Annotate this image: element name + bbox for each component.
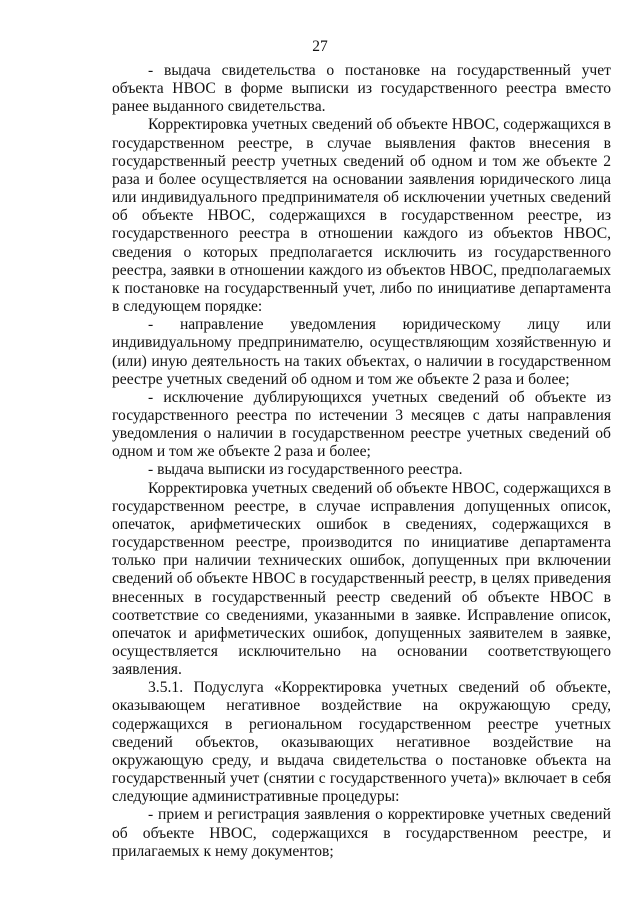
paragraph-1: - выдача свидетельства о постановке на государственный учет объекта НВОС в форме выписки из государственного реестра вместо ранее выданного свидетельства. xyxy=(112,62,611,116)
paragraph-5: - выдача выписки из государственного реестра. xyxy=(148,461,463,479)
paragraph-7: 3.5.1. Подуслуга «Корректировка учетных сведений об объекте, оказывающем негативное воздействие на окружающую среду, содержащихся в региональном государственном реестре учетных сведений объектов, оказывающих негативное воздействие на окружающую среду, и выдача свидетельства о постановке объекта на государственный учет (снятии с государственного учета)» включает в себя следующие административные процедуры: xyxy=(112,679,611,806)
document-body xyxy=(112,62,611,861)
paragraph-4: - исключение дублирующихся учетных сведений об объекте из государственного реестра по истечении 3 месяцев с даты направления уведомления о наличии в государственном реестре учетных сведений об одном и том же объекте 2 раза и более; xyxy=(112,388,611,461)
paragraph-8: - прием и регистрация заявления о корректировке учетных сведений об объекте НВОС, содержащихся в государственном реестре, и прилагаемых к нему документов; xyxy=(112,806,611,860)
paragraph-3: - направление уведомления юридическому лицу или индивидуальному предпринимателю, осуществляющим хозяйственную и (или) иную деятельность на таких объектах, о наличии в государственном реестре учетных сведений об одном и том же объекте 2 раза и более; xyxy=(112,316,611,388)
paragraph-2: Корректировка учетных сведений об объекте НВОС, содержащихся в государственном реестре, в случае выявления фактов внесения в государственный реестр учетных сведений об одном и том же объекте 2 раза и более осуществляется на основании заявления юридического лица или индивидуального предпринимателя об исключении учетных сведений об объекте НВОС, содержащихся в государственном реестре, из государственного реестра в отношении каждого из объектов НВОС, сведения о которых предполагается исключить из государственного реестра, заявки в отношении каждого из объектов НВОС, предполагаемых к постановке на государственный учет, либо по инициативе департамента в следующем порядке: xyxy=(112,116,611,316)
paragraph-6: Корректировка учетных сведений об объекте НВОС, содержащихся в государственном реестре, в случае исправления допущенных описок, опечаток, арифметических ошибок в сведениях, содержащихся в государственном реестре, производится по инициативе департамента только при наличии технических ошибок, допущенных при включении сведений об объекте НВОС в государственный реестр, в целях приведения внесенных в государственный реестр сведений об объекте НВОС в соответствие со сведениями, указанными в заявке. Исправление описок, опечаток и арифметических ошибок, допущенных заявителем в заявке, осуществляется исключительно на основании соответствующего заявления. xyxy=(112,479,611,679)
page-number: 27 xyxy=(312,38,328,55)
